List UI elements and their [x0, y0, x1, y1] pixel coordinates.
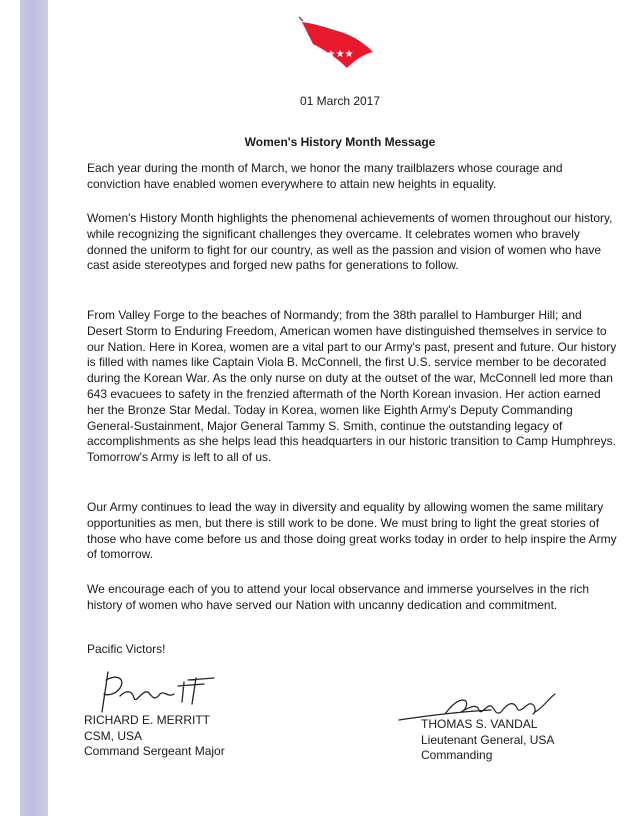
signer-title: Commanding: [421, 748, 493, 762]
signer-rank: Lieutenant General, USA: [421, 732, 555, 747]
paragraph-encouragement: We encourage each of you to attend your local observance and immerse yourselves in the rich history of women who have served our Nation with uncanny dedication and commitment.: [87, 582, 590, 612]
signature-left: [92, 668, 222, 714]
svg-text:★★★: ★★★: [326, 49, 354, 60]
signer-title: Command Sergeant Major: [84, 744, 225, 758]
signer-block-left: [84, 713, 225, 760]
paragraph-equality: Our Army continues to lead the way in diversity and equality by allowing women the same military opportunities as men, but there is still work to be done. We must bring to light the great stories of those who have come before us and those doing great works today in order to help inspire the Army of tomorrow.: [87, 500, 617, 562]
paragraph-highlights: Women's History Month highlights the phenomenal achievements of women throughout our history, while recognizing the significant challenges they overcame. It celebrates women who bravely donned the uniform to fight for our country, as well as the passion and vision of women who have cast aside stereotypes and forged new paths for generations to follow.: [87, 211, 613, 273]
letter-closing: Pacific Victors!: [87, 642, 166, 656]
paragraph-intro: Each year during the month of March, we honor the many trailblazers whose courage and conviction have enabled women everywhere to attain new heights in equality.: [87, 161, 563, 191]
three-star-flag-icon: [297, 14, 377, 70]
signer-name: RICHARD E. MERRITT: [84, 713, 210, 727]
signer-rank: CSM, USA: [84, 728, 143, 743]
letter-title: Women's History Month Message: [244, 135, 436, 149]
signer-block-right: [421, 717, 554, 764]
signer-name: THOMAS S. VANDAL: [421, 717, 538, 731]
letter-date: 01 March 2017: [299, 94, 381, 108]
page-edge-strip: [20, 0, 48, 816]
paragraph-history: From Valley Forge to the beaches of Normandy; from the 38th parallel to Hamburger Hill; and Desert Storm to Enduring Freedom, American women have distinguished themselves in service to our Nation. Here in Korea, women are a vital part to our Army's past, present and future. Our history is filled with names like Captain Viola B. McConnell, the first U.S. service member to be decorated during the Korean War. As the only nurse on duty at the outset of the war, McConnell led more than 643 evacuees to safety in the frenzied aftermath of the North Korean invasion. Her action earned her the Bronze Star Medal. Today in Korea, women like Eighth Army's Deputy Commanding General-Sustainment, Major General Tammy S. Smith, continue the outstanding legacy of accomplishments as she helps lead this headquarters in our historic transition to Camp Humphreys. Tomorrow's Army is left to all of us.: [87, 308, 617, 465]
